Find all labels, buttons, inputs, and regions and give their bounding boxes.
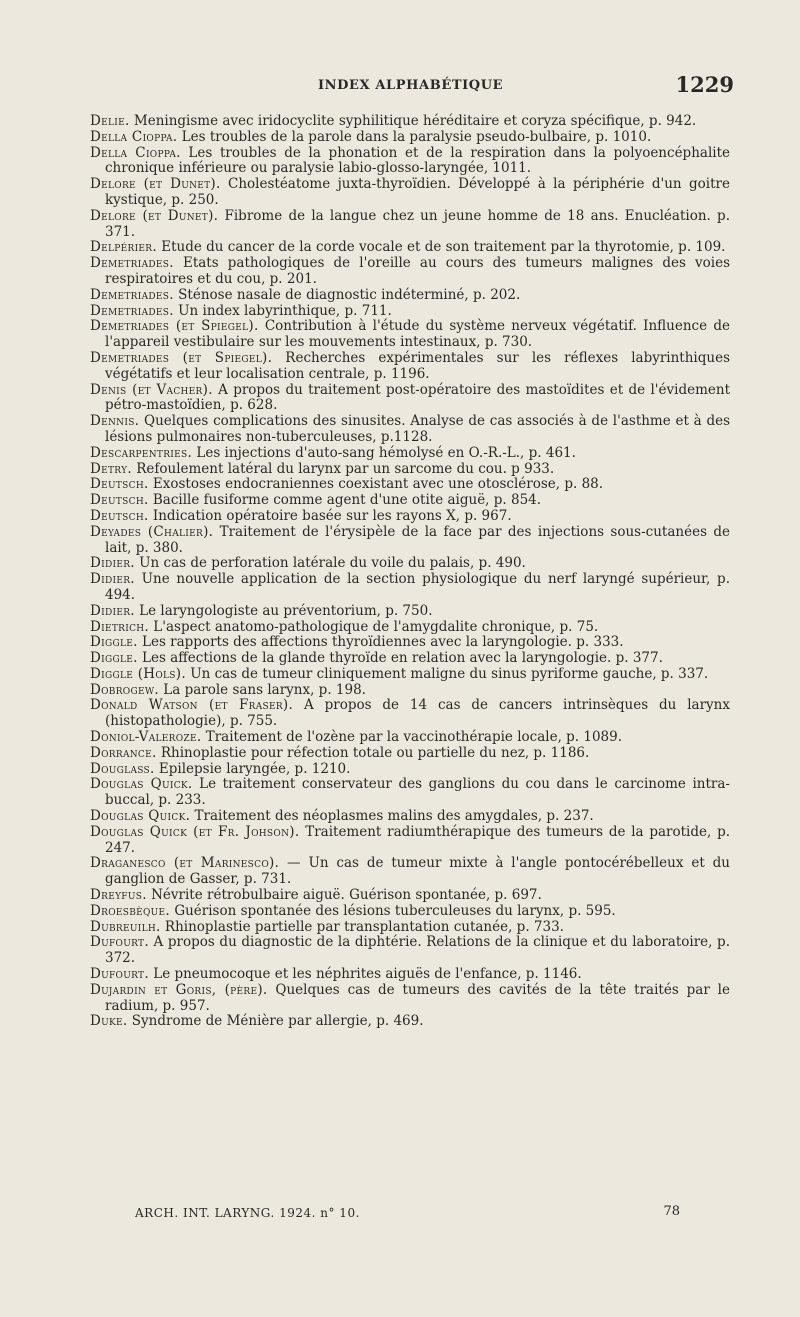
entry-text: Cholestéatome juxta-thyroïdien. Développé à la périphérie d'un goitre kystique, p. 250.: [105, 176, 730, 208]
index-entry: [90, 967, 730, 983]
index-entry: [90, 809, 730, 825]
index-entry: [90, 762, 730, 778]
entry-text: Les troubles de la parole dans la paralysie pseudo-bulbaire, p. 1010.: [177, 128, 652, 145]
entry-author: Deutsch.: [90, 476, 149, 493]
index-entry: [90, 130, 730, 146]
entry-author: Delpérier.: [90, 239, 157, 256]
entry-text: Quelques cas de tumeurs des cavités de la tête traités par le radium, p. 957.: [105, 981, 730, 1014]
index-entry: [90, 1014, 730, 1030]
page-header: [88, 72, 734, 106]
index-entry: [90, 288, 730, 304]
sheet-number: 78: [663, 1204, 680, 1219]
index-entry: [90, 935, 730, 967]
index-entry: [90, 825, 730, 857]
entry-author: Deutsch.: [90, 507, 149, 524]
index-entries: [90, 114, 730, 1030]
entry-author: Donald Watson (et Fraser).: [90, 697, 294, 714]
index-entry: [90, 746, 730, 762]
entry-text: Le laryngologiste au préventorium, p. 750.: [134, 602, 433, 619]
entry-text: Exostoses endocraniennes coexistant avec une otosclérose, p. 88.: [148, 476, 604, 493]
index-entry: [90, 572, 730, 604]
index-entry: [90, 698, 730, 730]
entry-author: Dujardin et Goris, (père).: [90, 981, 268, 998]
entry-text: Rhinoplastie pour réfection totale ou partielle du nez, p. 1186.: [156, 744, 590, 761]
entry-author: Douglas Quick.: [90, 776, 193, 793]
page-title: INDEX ALPHABÉTIQUE: [318, 78, 504, 93]
entry-author: Della Cioppa.: [90, 128, 178, 145]
entry-author: Deyades (Chalier).: [90, 523, 214, 540]
entry-author: Douglas Quick (et Fr. Johson).: [90, 823, 300, 840]
entry-text: Sténose nasale de diagnostic indéterminé, p. 202.: [173, 286, 521, 303]
index-entry: [90, 493, 730, 509]
entry-text: Les troubles de la phonation et de la respiration dans la polyoencéphalite chronique inférieure ou paralysie labio-glosso-laryngée, 1011.: [105, 144, 730, 177]
entry-text: Epilepsie laryngée, p. 1210.: [154, 760, 351, 777]
index-entry: [90, 240, 730, 256]
index-entry: [90, 683, 730, 699]
index-entry: [90, 209, 730, 241]
index-entry: [90, 319, 730, 351]
index-entry: [90, 509, 730, 525]
entry-text: Une nouvelle application de la section physiologique du nerf laryngé supérieur, p. 494.: [105, 571, 730, 603]
entry-text: Etats pathologiques de l'oreille au cours des tumeurs malignes des voies respiratoires et du cou, p. 201.: [105, 255, 730, 287]
entry-author: Deutsch.: [90, 492, 149, 509]
entry-author: Demetriades.: [90, 286, 174, 303]
entry-author: Douglass.: [90, 760, 155, 777]
entry-author: Demetriades.: [90, 302, 174, 319]
entry-author: Delore (et Dunet).: [90, 176, 221, 193]
entry-author: Dorrance.: [90, 744, 157, 761]
index-entry: [90, 651, 730, 667]
index-entry: [90, 604, 730, 620]
index-entry: [90, 983, 730, 1015]
entry-author: Della Cioppa.: [90, 144, 181, 161]
entry-text: Un cas de perforation latérale du voile du palais, p. 490.: [134, 555, 526, 572]
entry-text: Les rapports des affections thyroïdiennes avec la laryngologie. p. 333.: [137, 634, 624, 651]
entry-author: Didier.: [90, 571, 135, 588]
entry-text: Traitement de l'ozène par la vaccinothérapie locale, p. 1089.: [201, 729, 623, 746]
entry-text: Syndrome de Ménière par allergie, p. 469.: [127, 1013, 424, 1030]
index-entry: [90, 620, 730, 636]
entry-author: Diggle.: [90, 650, 138, 667]
index-entry: [90, 256, 730, 288]
entry-text: Un index labyrinthique, p. 711.: [173, 302, 392, 319]
entry-text: Un cas de tumeur cliniquement maligne du sinus pyriforme gauche, p. 337.: [185, 665, 709, 682]
entry-author: Didier.: [90, 602, 135, 619]
entry-author: Demetriades.: [90, 255, 174, 272]
entry-author: Demetriades (et Spiegel).: [90, 349, 273, 366]
entry-text: Traitement de l'érysipèle de la face par des injections sous-cutanées de lait, p. 380.: [105, 523, 730, 556]
index-entry: [90, 730, 730, 746]
entry-author: Droesbèque.: [90, 902, 171, 919]
entry-author: Diggle.: [90, 634, 138, 651]
entry-text: Quelques complications des sinusites. Analyse de cas associés à de l'asthme et à des lésions pulmonaires non-tuberculeuses, p.1128.: [105, 413, 730, 445]
entry-author: Dubreuilh.: [90, 918, 161, 935]
entry-text: Fibrome de la langue chez un jeune homme de 18 ans. Enucléation. p. 371.: [105, 207, 730, 240]
entry-text: L'aspect anatomo-pathologique de l'amygdalite chronique, p. 75.: [149, 618, 599, 635]
entry-text: Les injections d'auto-sang hémolysé en O.-R.-L., p. 461.: [192, 444, 576, 461]
index-entry: [90, 446, 730, 462]
index-entry: [90, 114, 730, 130]
index-entry: [90, 414, 730, 446]
entry-author: Draganesco (et Marinesco).: [90, 855, 280, 872]
index-entry: [90, 888, 730, 904]
entry-text: Les affections de la glande thyroïde en relation avec la laryngologie. p. 377.: [137, 650, 663, 667]
entry-author: Delie.: [90, 113, 130, 129]
entry-author: Dobrogew.: [90, 681, 159, 698]
entry-author: Duke.: [90, 1013, 128, 1030]
entry-text: La parole sans larynx, p. 198.: [158, 681, 366, 698]
entry-author: Descarpentries.: [90, 444, 193, 461]
entry-text: Meningisme avec iridocyclite syphilitique héréditaire et coryza spécifique, p. 942.: [129, 113, 697, 129]
entry-author: Doniol-Valeroze.: [90, 729, 202, 746]
index-entry: [90, 856, 730, 888]
index-entry: [90, 635, 730, 651]
entry-author: Dufourt.: [90, 934, 149, 951]
entry-author: Dufourt.: [90, 966, 149, 983]
index-entry: [90, 777, 730, 809]
entry-author: Dietrich.: [90, 618, 150, 635]
entry-text: Refoulement latéral du larynx par un sarcome du cou. p 933.: [131, 460, 555, 477]
entry-text: A propos du diagnostic de la diphtérie. Relations de la clinique et du laboratoire, p. 372.: [105, 934, 730, 967]
entry-text: — Un cas de tumeur mixte à l'angle pontocérébelleux et du ganglion de Gasser, p. 731.: [105, 855, 730, 888]
entry-text: Le pneumocoque et les néphrites aiguës de l'enfance, p. 1146.: [148, 966, 582, 983]
entry-author: Didier.: [90, 555, 135, 572]
entry-text: Indication opératoire basée sur les rayons X, p. 967.: [148, 507, 512, 524]
entry-author: Denis (et Vacher).: [90, 381, 213, 398]
entry-author: Dennis.: [90, 413, 140, 430]
index-entry: [90, 383, 730, 415]
entry-text: Guérison spontanée des lésions tuberculeuses du larynx, p. 595.: [170, 902, 616, 919]
index-entry: [90, 177, 730, 209]
index-entry: [90, 146, 730, 178]
entry-text: Contribution à l'étude du système nerveux végétatif. Influence de l'appareil vestibulaire sur les mouvements intestinaux, p. 730.: [105, 318, 731, 351]
index-entry: [90, 525, 730, 557]
entry-text: Névrite rétrobulbaire aiguë. Guérison spontanée, p. 697.: [146, 887, 542, 904]
index-entry: [90, 920, 730, 936]
entry-text: Rhinoplastie partielle par transplantation cutanée, p. 733.: [160, 918, 564, 935]
entry-text: A propos de 14 cas de cancers intrinsèques du larynx (histopathologie), p. 755.: [105, 697, 730, 730]
entry-text: Traitement radiumthérapique des tumeurs de la parotide, p. 247.: [105, 823, 730, 856]
entry-text: Le traitement conservateur des ganglions du cou dans le carcinome intra-buccal, p. 233.: [105, 776, 730, 809]
entry-text: Traitement des néoplasmes malins des amygdales, p. 237.: [190, 808, 594, 825]
index-entry: [90, 667, 730, 683]
index-entry: [90, 304, 730, 320]
journal-citation: ARCH. INT. LARYNG. 1924. n° 10.: [135, 1206, 360, 1220]
entry-author: Detry.: [90, 460, 132, 477]
index-entry: [90, 351, 730, 383]
entry-author: Delore (et Dunet).: [90, 207, 219, 224]
entry-author: Douglas Quick.: [90, 808, 191, 825]
index-entry: [90, 462, 730, 478]
entry-text: Bacille fusiforme comme agent d'une otite aiguë, p. 854.: [148, 492, 542, 509]
entry-text: A propos du traitement post-opératoire des mastoïdites et de l'évidement pétro-mastoïdien, p. 628.: [105, 381, 730, 414]
index-entry: [90, 904, 730, 920]
entry-text: Etude du cancer de la corde vocale et de son traitement par la thyrotomie, p. 109.: [156, 239, 726, 256]
entry-text: Recherches expérimentales sur les réflexes labyrinthiques végétatifs et leur localisation centrale, p. 1196.: [105, 349, 731, 382]
page-footer: [135, 1200, 680, 1220]
entry-author: Dreyfus.: [90, 887, 147, 904]
entry-author: Demetriades (et Spiegel).: [90, 318, 259, 335]
entry-author: Diggle (Hols).: [90, 665, 186, 682]
index-entry: [90, 556, 730, 572]
index-entry: [90, 477, 730, 493]
page-number: 1229: [675, 72, 734, 97]
